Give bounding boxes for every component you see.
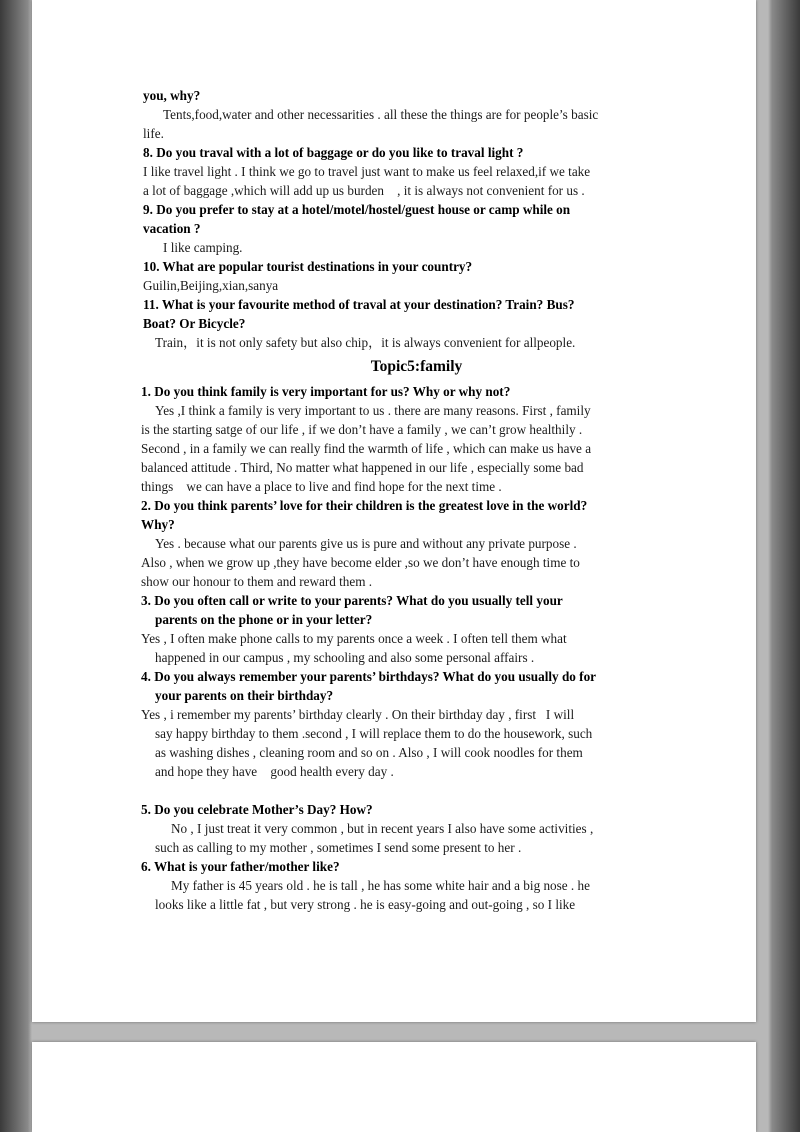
question-line: vacation ? (143, 221, 201, 236)
answer-line: as washing dishes , cleaning room and so on . Also , I will cook noodles for them (155, 745, 583, 760)
spacer (141, 781, 682, 800)
topic-heading: Topic5:family (370, 358, 463, 375)
question-line: 6. What is your father/mother like? (141, 859, 340, 874)
answer-line: things we can have a place to live and find hope for the next time . (141, 479, 502, 494)
answer-line: Second , in a family we can really find the warmth of life , which can make us have a (141, 441, 592, 456)
question-line: 11. What is your favourite method of traval at your destination? Train? Bus? (143, 297, 575, 312)
answer-line: and hope they have good health every day . (155, 764, 394, 779)
answer-line: I like travel light . I think we go to travel just want to make us feel relaxed,if we take (143, 164, 591, 179)
travel-qa-section (141, 86, 682, 352)
question-line: 5. Do you celebrate Mother’s Day? How? (141, 802, 373, 817)
question-line: 10. What are popular tourist destinations in your country? (143, 259, 473, 274)
answer-line: Tents,food,water and other necessarities . all these the things are for people’s basic (163, 107, 599, 122)
question-line: 9. Do you prefer to stay at a hotel/motel/hostel/guest house or camp while on (143, 202, 571, 217)
answer-line: is the starting satge of our life , if we don’t have a family , we can’t grow healthily . (141, 422, 583, 437)
question-line: you, why? (143, 88, 201, 103)
question-line: 1. Do you think family is very important for us? Why or why not? (141, 384, 511, 399)
answer-line: such as calling to my mother , sometimes I send some present to her . (155, 840, 522, 855)
answer-line: Yes , i remember my parents’ birthday clearly . On their birthday day , first I will (141, 707, 575, 722)
question-line: your parents on their birthday? (155, 688, 334, 703)
question-line: 8. Do you traval with a lot of baggage or do you like to traval light ? (143, 145, 524, 160)
answer-line: Yes , I often make phone calls to my parents once a week . I often tell them what (141, 631, 567, 646)
answer-line: say happy birthday to them .second , I will replace them to do the housework, such (155, 726, 593, 741)
question-line: 4. Do you always remember your parents’ birthdays? What do you usually do for (141, 669, 597, 684)
answer-line: My father is 45 years old . he is tall , he has some white hair and a big nose . he (171, 878, 590, 893)
answer-line: Yes ,I think a family is very important to us . there are many reasons. First , family (155, 403, 591, 418)
question-line: 3. Do you often call or write to your parents? What do you usually tell your (141, 593, 563, 608)
question-line: Boat? Or Bicycle? (143, 316, 246, 331)
answer-line: balanced attitude . Third, No matter what happened in our life , especially some bad (141, 460, 584, 475)
question-line: 2. Do you think parents’ love for their children is the greatest love in the world? (141, 498, 588, 513)
answer-line: life. (143, 126, 164, 141)
answer-line: show our honour to them and reward them . (141, 574, 373, 589)
document-content (141, 86, 682, 914)
answer-line: Also , when we grow up ,they have become elder ,so we don’t have enough time to (141, 555, 580, 570)
answer-line: Train，it is not only safety but also chip，it is always convenient for allpeople. (155, 335, 576, 350)
answer-line: a lot of baggage ,which will add up us burden , it is always not convenient for us . (143, 183, 585, 198)
answer-line: happened in our campus , my schooling and also some personal affairs . (155, 650, 535, 665)
document-page (32, 0, 756, 1022)
question-line: Why? (141, 517, 175, 532)
answer-line: looks like a little fat , but very strong . he is easy-going and out-going , so I like (155, 897, 576, 912)
answer-line: I like camping. (163, 240, 243, 255)
family-qa-section (141, 382, 682, 914)
answer-line: Guilin,Beijing,xian,sanya (143, 278, 279, 293)
question-line: parents on the phone or in your letter? (155, 612, 373, 627)
answer-line: Yes . because what our parents give us is pure and without any private purpose . (155, 536, 577, 551)
answer-line: No , I just treat it very common , but in recent years I also have some activities , (171, 821, 594, 836)
